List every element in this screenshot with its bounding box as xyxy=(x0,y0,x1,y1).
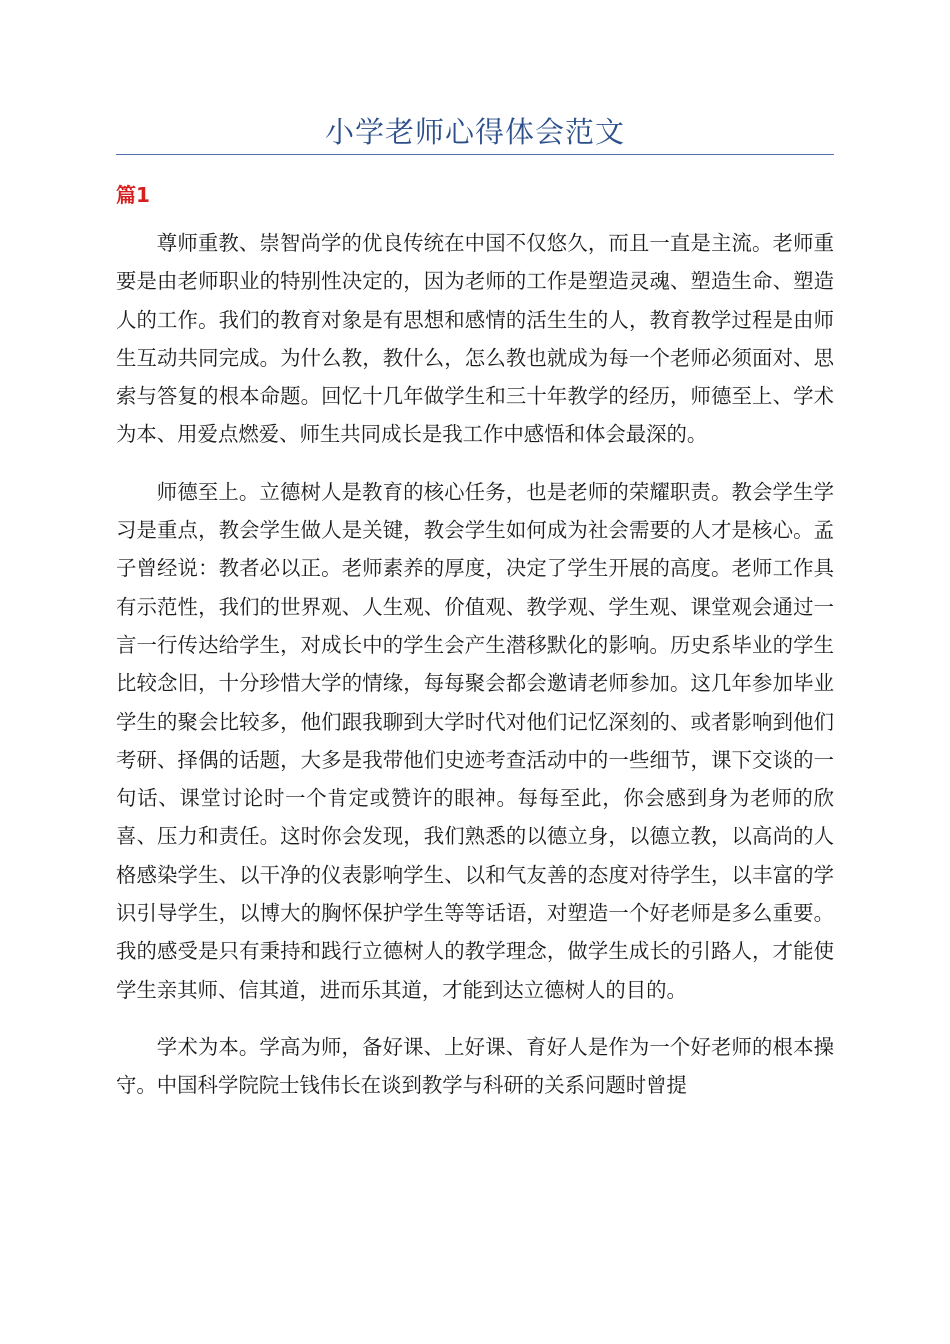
paragraph-3: 学术为本。学高为师，备好课、上好课、育好人是作为一个好老师的根本操守。中国科学院院士钱伟长在谈到教学与科研的关系问题时曾提 xyxy=(116,1034,834,1098)
section-heading: 篇1 xyxy=(116,183,150,207)
paragraph-1: 尊师重教、崇智尚学的优良传统在中国不仅悠久，而且一直是主流。老师重要是由老师职业的特别性决定的，因为老师的工作是塑造灵魂、塑造生命、塑造人的工作。我们的教育对象是有思想和感情的活生生的人，教育教学过程是由师生互动共同完成。为什么教，教什么，怎么教也就成为每一个老师必须面对、思索与答复的根本命题。回忆十几年做学生和三十年教学的经历，师德至上、学术为本、用爱点燃爱、师生共同成长是我工作中感悟和体会最深的。 xyxy=(116,231,834,447)
document-body xyxy=(116,224,834,1124)
document-title: 小学老师心得体会范文 xyxy=(324,115,625,149)
paragraph-2: 师德至上。立德树人是教育的核心任务，也是老师的荣耀职责。教会学生学习是重点，教会学生做人是关键，教会学生如何成为社会需要的人才是核心。孟子曾经说：教者必以正。老师素养的厚度，决定了学生开展的高度。老师工作具有示范性，我们的世界观、人生观、价值观、教学观、学生观、课堂观会通过一言一行传达给学生，对成长中的学生会产生潜移默化的影响。历史系毕业的学生比较念旧，十分珍惜大学的情缘，每每聚会都会邀请老师参加。这几年参加毕业学生的聚会比较多，他们跟我聊到大学时代对他们记忆深刻的、或者影响到他们考研、择偶的话题，大多是我带他们史迹考查活动中的一些细节，课下交谈的一句话、课堂讨论时一个肯定或赞许的眼神。每每至此，你会感到身为老师的欣喜、压力和责任。这时你会发现，我们熟悉的以德立身，以德立教，以高尚的人格感染学生、以干净的仪表影响学生、以和气友善的态度对待学生，以丰富的学识引导学生，以博大的胸怀保护学生等等话语，对塑造一个好老师是多么重要。我的感受是只有秉持和践行立德树人的教学理念，做学生成长的引路人，才能使学生亲其师、信其道，进而乐其道，才能到达立德树人的目的。 xyxy=(116,479,834,1002)
title-divider xyxy=(116,154,834,155)
